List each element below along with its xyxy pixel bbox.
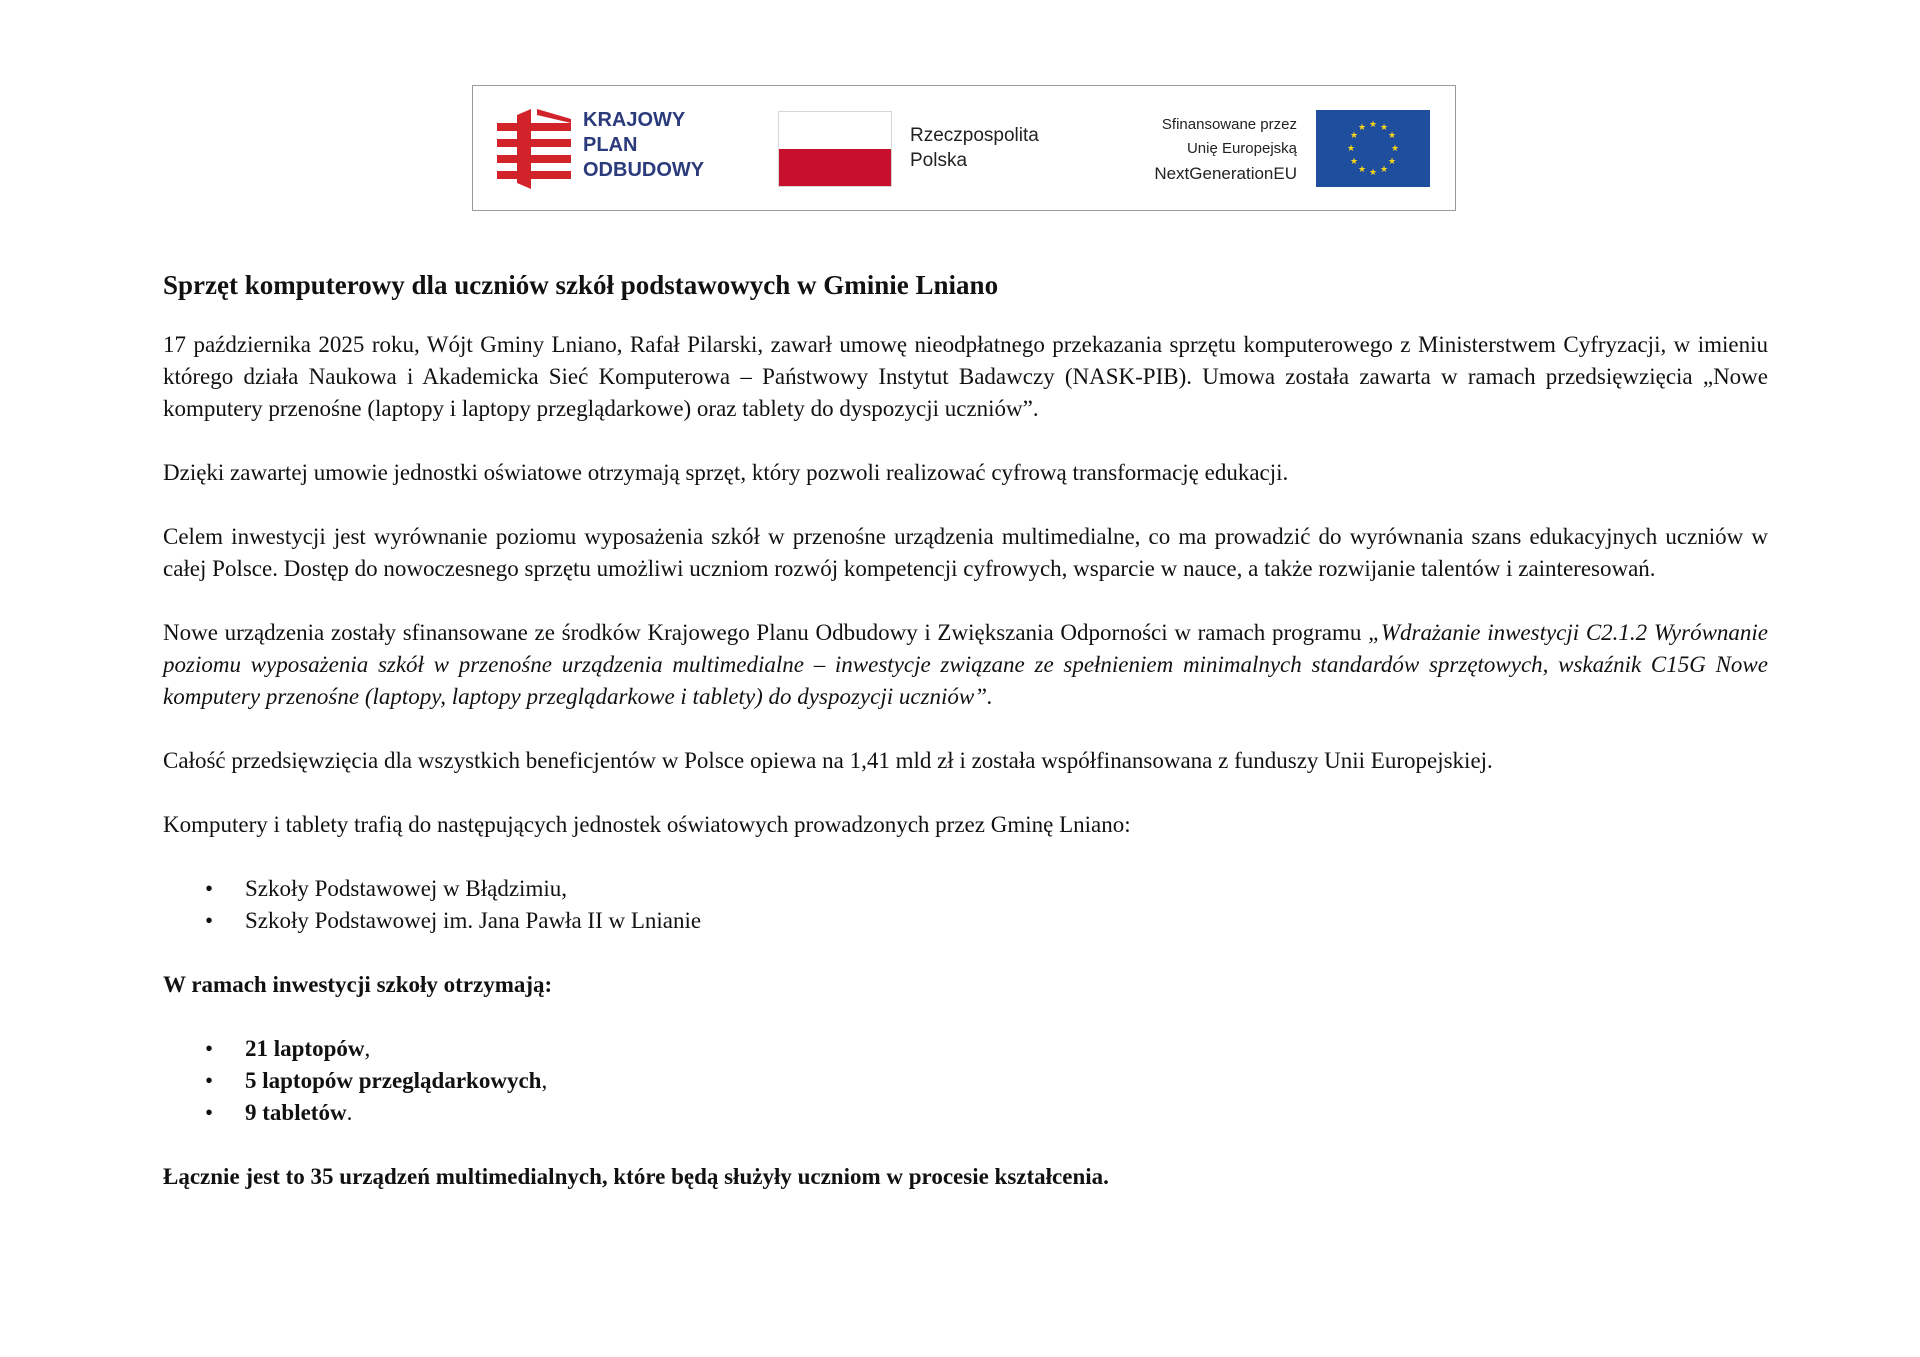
- svg-text:★: ★: [1357, 165, 1367, 175]
- device-suffix: ,: [541, 1068, 548, 1093]
- svg-text:★: ★: [1387, 131, 1397, 141]
- paragraph-funding: [163, 617, 1768, 713]
- poland-logo-line: Polska: [910, 150, 968, 171]
- poland-logo-line: Rzeczpospolita: [910, 125, 1039, 146]
- paragraph-benefit: Dzięki zawartej umowie jednostki oświatowe otrzymają sprzęt, który pozwoli realizować cyfrową transformację edukacji.: [163, 460, 1289, 485]
- paragraph-total-cost: Całość przedsięwzięcia dla wszystkich beneficjentów w Polsce opiewa na 1,41 mld zł i została współfinansowana z funduszy Unii Europejskiej.: [163, 748, 1493, 773]
- svg-text:★: ★: [1379, 123, 1389, 133]
- paragraph-recipients: Komputery i tablety trafią do następujących jednostek oświatowych prowadzonych przez Gminę Lniano:: [163, 812, 1131, 837]
- funding-logos-banner: [472, 85, 1456, 211]
- device-suffix: ,: [364, 1036, 371, 1061]
- eu-funding-line: Unię Europejską: [1186, 140, 1297, 157]
- eu-flag-icon: [1316, 110, 1430, 187]
- poland-logo-text: [910, 123, 1039, 173]
- devices-list: [163, 1033, 1768, 1129]
- kpo-logo-text: [583, 108, 704, 183]
- svg-text:★: ★: [1379, 165, 1389, 175]
- kpo-logo-line: KRAJOWY: [583, 109, 686, 131]
- svg-text:★: ★: [1387, 157, 1397, 167]
- list-item: [163, 905, 1768, 937]
- paragraph-agreement: 17 października 2025 roku, Wójt Gminy Lniano, Rafał Pilarski, zawarł umowę nieodpłatnego przekazania sprzętu komputerowego z Ministerstwem Cyfryzacji, w imieniu którego działa Naukowa i Akademicka Sieć Komputerowa – Państwowy Instytut Badawczy (NASK-PIB). Umowa została zawarta w ramach przedsięwzięcia „Nowe komputery przenośne (laptopy i laptopy przeglądarkowe) oraz tablety do dyspozycji uczniów”.: [163, 332, 1768, 421]
- svg-text:★: ★: [1390, 144, 1400, 154]
- list-item: [163, 873, 1768, 905]
- funding-intro-text: Nowe urządzenia zostały sfinansowane ze środków Krajowego Planu Odbudowy i Zwiększania Odporności w ramach programu: [163, 620, 1369, 645]
- eu-funding-text: [1154, 113, 1297, 187]
- device-count: 5 laptopów przeglądarkowych: [245, 1068, 542, 1093]
- device-count: 9 tabletów: [245, 1100, 347, 1125]
- school-name: Szkoły Podstawowej w Błądzimiu,: [245, 876, 567, 901]
- schools-list: [163, 873, 1768, 937]
- program-name-text: „Wdrażanie inwestycji C2.1.2 Wyrównanie poziomu wyposażenia szkół w przenośne urządzenia multimedialne – inwestycje związane ze spełnieniem minimalnych standardów sprzętowych, wskaźnik C15G Nowe komputery przenośne (laptopy, laptopy przeglądarkowe i tablety) do dyspozycji uczniów”.: [163, 620, 1769, 709]
- svg-text:★: ★: [1349, 157, 1359, 167]
- svg-text:★: ★: [1368, 120, 1378, 130]
- article-title: Sprzęt komputerowy dla uczniów szkół podstawowych w Gminie Lniano: [163, 270, 999, 300]
- eu-funding-line: Sfinansowane przez: [1161, 116, 1297, 133]
- paragraph-goal: Celem inwestycji jest wyrównanie poziomu wyposażenia szkół w przenośne urządzenia multimedialne, co ma prowadzić do wyrównania szans edukacyjnych uczniów w całej Polsce. Dostęp do nowoczesnego sprzętu umożliwi uczniom rozwój kompetencji cyfrowych, wsparcie w nauce, a także rozwijanie talentów i zainteresowań.: [163, 524, 1768, 581]
- kpo-stripes-icon: [497, 109, 571, 189]
- eu-funding-line: NextGenerationEU: [1154, 164, 1297, 183]
- article: [163, 268, 1768, 1193]
- poland-flag-icon: [778, 111, 892, 187]
- device-suffix: .: [346, 1100, 353, 1125]
- svg-text:★: ★: [1368, 168, 1378, 178]
- investment-heading: W ramach inwestycji szkoły otrzymają:: [163, 972, 553, 997]
- device-count: 21 laptopów: [245, 1036, 365, 1061]
- kpo-logo-line: ODBUDOWY: [583, 159, 705, 181]
- svg-text:★: ★: [1357, 123, 1367, 133]
- bullet-icon: •: [205, 1100, 214, 1125]
- bullet-icon: •: [205, 876, 214, 901]
- bullet-icon: •: [205, 908, 214, 933]
- summary-statement: Łącznie jest to 35 urządzeń multimedialnych, które będą służyły uczniom w procesie kształcenia.: [163, 1164, 1109, 1189]
- bullet-icon: •: [205, 1068, 214, 1093]
- kpo-logo-line: PLAN: [583, 134, 638, 156]
- list-item: [163, 1065, 1768, 1097]
- bullet-icon: •: [205, 1036, 214, 1061]
- school-name: Szkoły Podstawowej im. Jana Pawła II w Lnianie: [245, 908, 702, 933]
- svg-text:★: ★: [1349, 131, 1359, 141]
- svg-text:★: ★: [1346, 144, 1356, 154]
- list-item: [163, 1033, 1768, 1065]
- list-item: [163, 1097, 1768, 1129]
